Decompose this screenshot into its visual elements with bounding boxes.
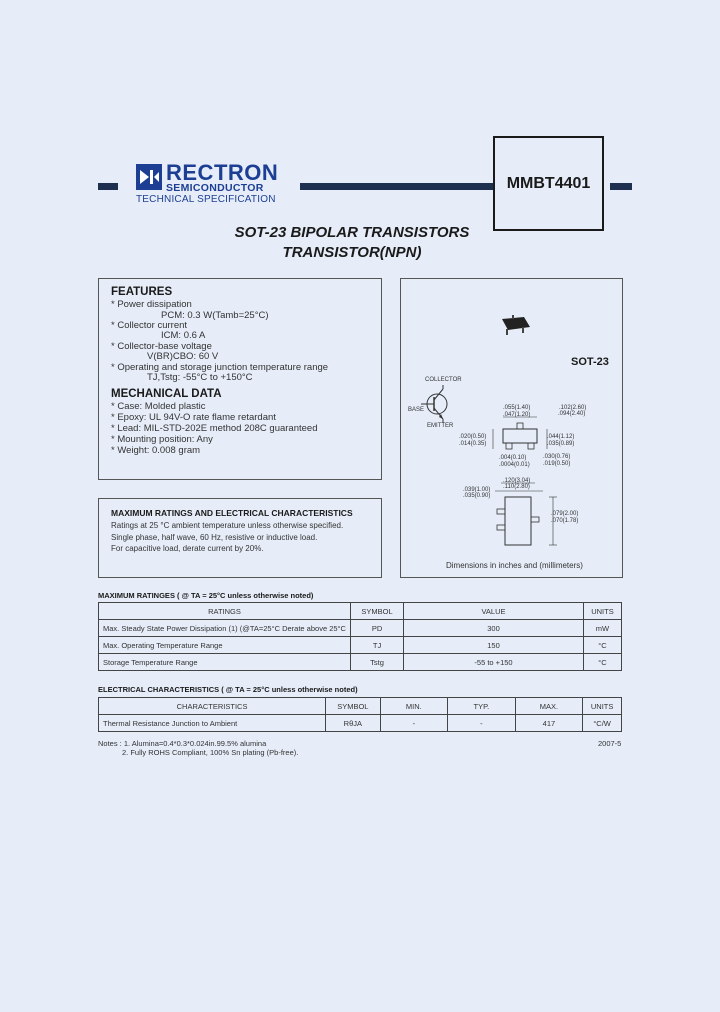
header-cell: RATINGS bbox=[99, 603, 351, 620]
sot23-package-icon bbox=[496, 315, 536, 337]
header-cell: UNITS bbox=[583, 603, 621, 620]
header-cell: CHARACTERISTICS bbox=[99, 698, 326, 715]
header-cell: SYMBOL bbox=[326, 698, 381, 715]
elec-chars-caption: ELECTRICAL CHARACTERISTICS ( @ TA = 25°C unless otherwise noted) bbox=[98, 685, 358, 694]
table-cell: -55 to +150 bbox=[404, 654, 584, 671]
table-cell: Max. Steady State Power Dissipation (1) (@TA=25°C Derate above 25°C bbox=[99, 620, 351, 637]
header-bar-right bbox=[610, 183, 632, 190]
dim-label: .094(2.40) bbox=[558, 411, 586, 417]
header-cell: SYMBOL bbox=[350, 603, 403, 620]
dim-label: .035(0.89) bbox=[547, 441, 575, 447]
feature-line: ICM: 0.6 A bbox=[161, 330, 206, 341]
brand-subtitle: SEMICONDUCTOR bbox=[166, 182, 264, 194]
part-number: MMBT4401 bbox=[506, 175, 591, 192]
dim-label: .120(3.04) bbox=[503, 478, 531, 484]
header-bar-middle bbox=[300, 183, 493, 190]
table-header-row bbox=[99, 603, 622, 620]
dim-label: .035(0.90) bbox=[463, 493, 491, 499]
package-name: SOT-23 bbox=[571, 356, 609, 368]
mechanical-line: * Epoxy: UL 94V-O rate flame retardant bbox=[111, 412, 276, 423]
mechanical-line: * Weight: 0.008 gram bbox=[111, 445, 201, 456]
part-number-box bbox=[493, 136, 604, 231]
npn-transistor-symbol-icon bbox=[421, 385, 451, 423]
table-cell: 300 bbox=[404, 620, 584, 637]
dimensions-note: Dimensions in inches and (millimeters) bbox=[446, 561, 583, 570]
rectron-logo-icon bbox=[136, 164, 162, 190]
ratings-line: For capacitive load, derate current by 20%. bbox=[111, 544, 264, 553]
dim-label: .079(2.00) bbox=[551, 511, 579, 517]
feature-line: V(BR)CBO: 60 V bbox=[147, 351, 219, 362]
dim-label: .044(1.12) bbox=[547, 434, 575, 440]
table-cell: - bbox=[448, 715, 516, 732]
dim-label: .030(0.76) bbox=[543, 454, 571, 460]
elec-chars-table bbox=[98, 697, 622, 732]
table-row bbox=[99, 654, 622, 671]
feature-line: TJ,Tstg: -55°C to +150°C bbox=[147, 372, 253, 383]
brand-tagline: TECHNICAL SPECIFICATION bbox=[136, 194, 276, 205]
table-cell: °C bbox=[583, 654, 621, 671]
table-cell: PD bbox=[350, 620, 403, 637]
dim-label: .070(1.78) bbox=[551, 518, 579, 524]
dim-label: .019(0.50) bbox=[543, 461, 571, 467]
mechanical-line: * Case: Molded plastic bbox=[111, 401, 206, 412]
dim-label: .014(0.35) bbox=[459, 441, 487, 447]
ratings-line: Ratings at 25 °C ambient temperature unless otherwise specified. bbox=[111, 521, 344, 530]
table-cell: mW bbox=[583, 620, 621, 637]
feature-line: * Collector-base voltage bbox=[111, 341, 212, 352]
mechanical-line: * Mounting position: Any bbox=[111, 434, 213, 445]
feature-line: * Collector current bbox=[111, 320, 188, 331]
header-cell: VALUE bbox=[404, 603, 584, 620]
table-row bbox=[99, 620, 622, 637]
max-ratings-caption: MAXIMUM RATINGES ( @ TA = 25°C unless otherwise noted) bbox=[98, 591, 314, 600]
package-box bbox=[400, 278, 623, 578]
dim-label: .0004(0.01) bbox=[499, 462, 530, 468]
title-line-2: TRANSISTOR(NPN) bbox=[282, 244, 422, 261]
table-cell: Max. Operating Temperature Range bbox=[99, 637, 351, 654]
mechanical-line: * Lead: MIL-STD-202E method 208C guaranteed bbox=[111, 423, 318, 434]
dim-label: .110(2.80) bbox=[503, 484, 530, 490]
table-cell: 150 bbox=[404, 637, 584, 654]
document-code: 2007-5 bbox=[598, 739, 622, 748]
dim-label: .055(1.40) bbox=[503, 405, 531, 411]
note-line: 2. Fully ROHS Compliant, 100% Sn plating (Pb-free). bbox=[122, 748, 299, 757]
dim-label: .020(0.50) bbox=[459, 434, 487, 440]
table-header-row bbox=[99, 698, 622, 715]
dim-label: .102(2.60) bbox=[559, 405, 587, 411]
dim-label: .004(0.10) bbox=[499, 455, 527, 461]
brand-name: RECTRON bbox=[166, 160, 279, 185]
table-cell: °C/W bbox=[583, 715, 622, 732]
ratings-heading: MAXIMUM RATINGS AND ELECTRICAL CHARACTERISTICS bbox=[111, 508, 353, 518]
table-row bbox=[99, 637, 622, 654]
table-cell: Thermal Resistance Junction to Ambient bbox=[99, 715, 326, 732]
ratings-box bbox=[98, 498, 382, 578]
table-cell: 417 bbox=[515, 715, 583, 732]
table-row bbox=[99, 715, 622, 732]
note-line: Notes : 1. Alumina=0.4*0.3*0.024in.99.5% alumina bbox=[98, 739, 267, 748]
collector-label: COLLECTOR bbox=[425, 377, 462, 383]
max-ratings-table bbox=[98, 602, 622, 671]
feature-line: PCM: 0.3 W(Tamb=25°C) bbox=[161, 310, 269, 321]
header-cell: UNITS bbox=[583, 698, 622, 715]
emitter-label: EMITTER bbox=[427, 423, 454, 429]
title-line-1: SOT-23 BIPOLAR TRANSISTORS bbox=[234, 224, 470, 241]
header-cell: TYP. bbox=[448, 698, 516, 715]
dim-label: .039(1.00) bbox=[463, 487, 491, 493]
header-bar-left bbox=[98, 183, 118, 190]
ratings-line: Single phase, half wave, 60 Hz, resistive or inductive load. bbox=[111, 533, 318, 542]
feature-line: * Power dissipation bbox=[111, 299, 192, 310]
table-cell: RθJA bbox=[326, 715, 381, 732]
features-box bbox=[98, 278, 382, 480]
dim-label: .047(1.20) bbox=[503, 412, 531, 418]
table-cell: TJ bbox=[350, 637, 403, 654]
header-cell: MIN. bbox=[380, 698, 448, 715]
features-heading: FEATURES bbox=[111, 286, 173, 298]
table-cell: - bbox=[380, 715, 448, 732]
mechanical-heading: MECHANICAL DATA bbox=[111, 388, 222, 400]
table-cell: Tstg bbox=[350, 654, 403, 671]
header-cell: MAX. bbox=[515, 698, 583, 715]
feature-line: * Operating and storage junction temperature range bbox=[111, 362, 329, 373]
table-cell: Storage Temperature Range bbox=[99, 654, 351, 671]
table-cell: °C bbox=[583, 637, 621, 654]
base-label: BASE bbox=[408, 407, 425, 413]
